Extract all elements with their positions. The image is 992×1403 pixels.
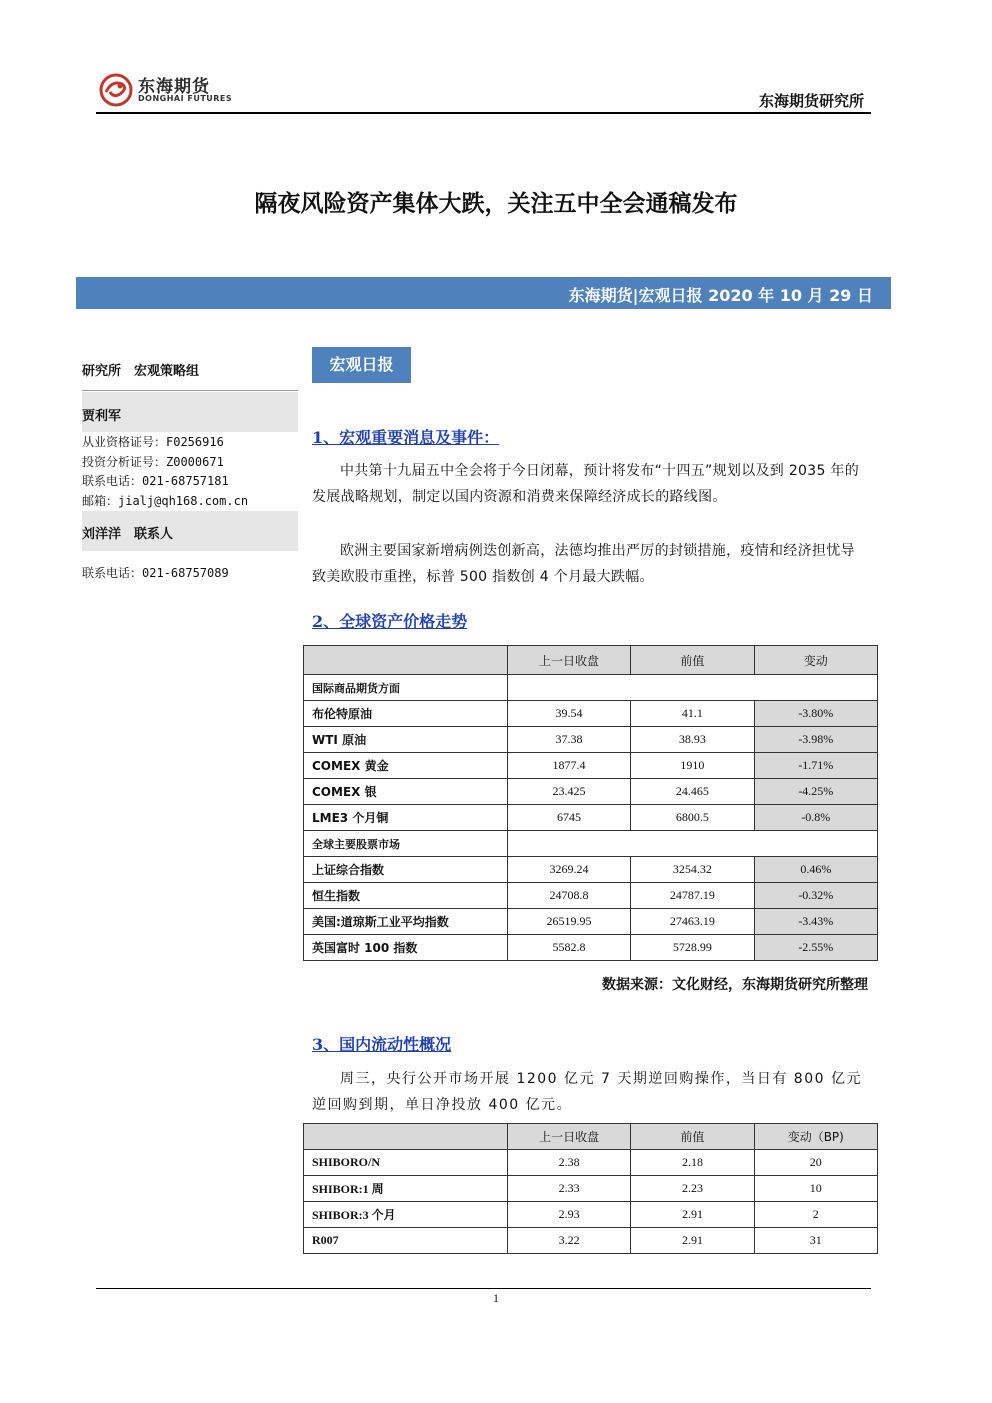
column-header: 前值 [631,1124,754,1150]
group-label: 国际商品期货方面 [304,675,508,701]
column-header: 变动 [754,646,877,675]
rate-name: SHIBOR:3 个月 [304,1202,508,1228]
change: -0.8% [754,805,877,831]
change: -3.80% [754,701,877,727]
logo-text-cn: 东海期货 [138,77,210,97]
section1-paragraph-2: 欧洲主要国家新增病例迭创新高，法德均推出严厉的封锁措施，疫情和经济担忧导致美欧股市重挫，标普 500 指数创 4 个月最大跌幅。 [312,543,855,585]
table-row [304,1176,878,1202]
table-row [304,883,878,909]
asset-name: LME3 个月铜 [304,805,508,831]
report-banner [76,277,891,309]
section3-paragraph: 周三，央行公开市场开展 1200 亿元 7 天期逆回购操作，当日有 800 亿元逆回购到期，单日净投放 400 亿元。 [312,1071,862,1113]
prior-value: 24.465 [631,779,754,805]
table-group-row [304,675,878,701]
asset-name: WTI 原油 [304,727,508,753]
page-title: 隔夜风险资产集体大跌，关注五中全会通稿发布 [254,190,738,217]
rate-name: SHIBOR:1 周 [304,1176,508,1202]
logo-text-en: DONGHAI FUTURES [138,94,233,103]
change-bp: 2 [754,1202,877,1228]
change: -4.25% [754,779,877,805]
prior-value: 41.1 [631,701,754,727]
sidebar-analyst-info [82,433,298,511]
change-bp: 20 [754,1150,877,1176]
asset-name: 上证综合指数 [304,857,508,883]
prior-value: 3254.32 [631,857,754,883]
table-row [304,727,878,753]
table-row [304,753,878,779]
asset-name: 布伦特原油 [304,701,508,727]
column-header: 前值 [631,646,754,675]
prior-value: 2.23 [631,1176,754,1202]
sidebar-divider [82,390,298,391]
group-spacer [507,675,877,701]
table-row [304,857,878,883]
liquidity-table [303,1123,878,1254]
prior-value: 1910 [631,753,754,779]
table-row [304,1150,878,1176]
change: -2.55% [754,935,877,961]
change: -0.32% [754,883,877,909]
rate-name: SHIBORO/N [304,1150,508,1176]
section3-heading: 3、国内流动性概况 [312,1035,452,1054]
group-label: 全球主要股票市场 [304,831,508,857]
table-group-row [304,831,878,857]
page-number: 1 [493,1291,499,1305]
table-row [304,805,878,831]
prior-value: 38.93 [631,727,754,753]
prev-close: 39.54 [507,701,630,727]
column-header [304,1124,508,1150]
analyst-investment-license: 投资分析证号：Z0000671 [82,454,224,469]
change: -3.43% [754,909,877,935]
column-header [304,646,508,675]
prev-close: 2.38 [508,1150,631,1176]
table-row [304,935,878,961]
prev-close: 26519.95 [507,909,630,935]
asset-name: COMEX 黄金 [304,753,508,779]
table-row [304,1228,878,1254]
change-bp: 10 [754,1176,877,1202]
donghai-logo-icon [98,72,134,108]
asset-name: 恒生指数 [304,883,508,909]
prior-value: 2.91 [631,1202,754,1228]
prev-close: 3.22 [508,1228,631,1254]
prior-value: 27463.19 [631,909,754,935]
banner-text: 东海期货|宏观日报 2020 年 10 月 29 日 [568,286,873,305]
table-row [304,701,878,727]
prev-close: 3269.24 [507,857,630,883]
prior-value: 2.91 [631,1228,754,1254]
prev-close: 6745 [507,805,630,831]
column-header: 上一日收盘 [508,1124,631,1150]
asset-name: 美国:道琼斯工业平均指数 [304,909,508,935]
change-bp: 31 [754,1228,877,1254]
section1-paragraph-1: 中共第十九届五中全会将于今日闭幕，预计将发布“十四五”规划以及到 2035 年的发展战略规划，制定以国内资源和消费来保障经济成长的路线图。 [312,463,860,505]
sidebar-contact-name: 刘洋洋 联系人 [82,527,174,542]
sidebar-contact-info [82,564,298,584]
prev-close: 5582.8 [507,935,630,961]
prior-value: 2.18 [631,1150,754,1176]
change: 0.46% [754,857,877,883]
header-institute: 东海期货研究所 [758,92,864,110]
change: -3.98% [754,727,877,753]
prev-close: 23.425 [507,779,630,805]
prev-close: 37.38 [507,727,630,753]
change: -1.71% [754,753,877,779]
section1-heading: 1、宏观重要消息及事件： [312,428,500,447]
table-header-row [304,1124,878,1150]
sidebar-team: 研究所 宏观策略组 [82,364,200,379]
prior-value: 6800.5 [631,805,754,831]
table-row [304,779,878,805]
asset-name: COMEX 银 [304,779,508,805]
column-header: 变动（BP) [754,1124,877,1150]
data-source-note: 数据来源：文化财经，东海期货研究所整理 [602,977,868,993]
section2-heading: 2、全球资产价格走势 [312,612,468,631]
prev-close: 2.93 [508,1202,631,1228]
footer-divider [96,1288,871,1289]
company-logo [98,70,238,108]
prior-value: 24787.19 [631,883,754,909]
analyst-email[interactable]: 邮箱：jialj@qh168.com.cn [82,493,249,508]
sidebar-analyst-name: 贾利军 [82,409,122,424]
prev-close: 2.33 [508,1176,631,1202]
rate-name: R007 [304,1228,508,1254]
header-divider [96,112,871,114]
global-asset-table [303,645,878,961]
group-spacer [507,831,877,857]
table-row [304,909,878,935]
report-type-tag: 宏观日报 [312,347,411,383]
column-header: 上一日收盘 [507,646,630,675]
analyst-license: 从业资格证号：F0256916 [82,435,224,449]
table-row [304,1202,878,1228]
prev-close: 24708.8 [507,883,630,909]
contact-phone: 联系电话：021-68757089 [82,566,229,580]
table-header-row [304,646,878,675]
analyst-phone: 联系电话：021-68757181 [82,474,229,488]
prev-close: 1877.4 [507,753,630,779]
asset-name: 英国富时 100 指数 [304,935,508,961]
prior-value: 5728.99 [631,935,754,961]
